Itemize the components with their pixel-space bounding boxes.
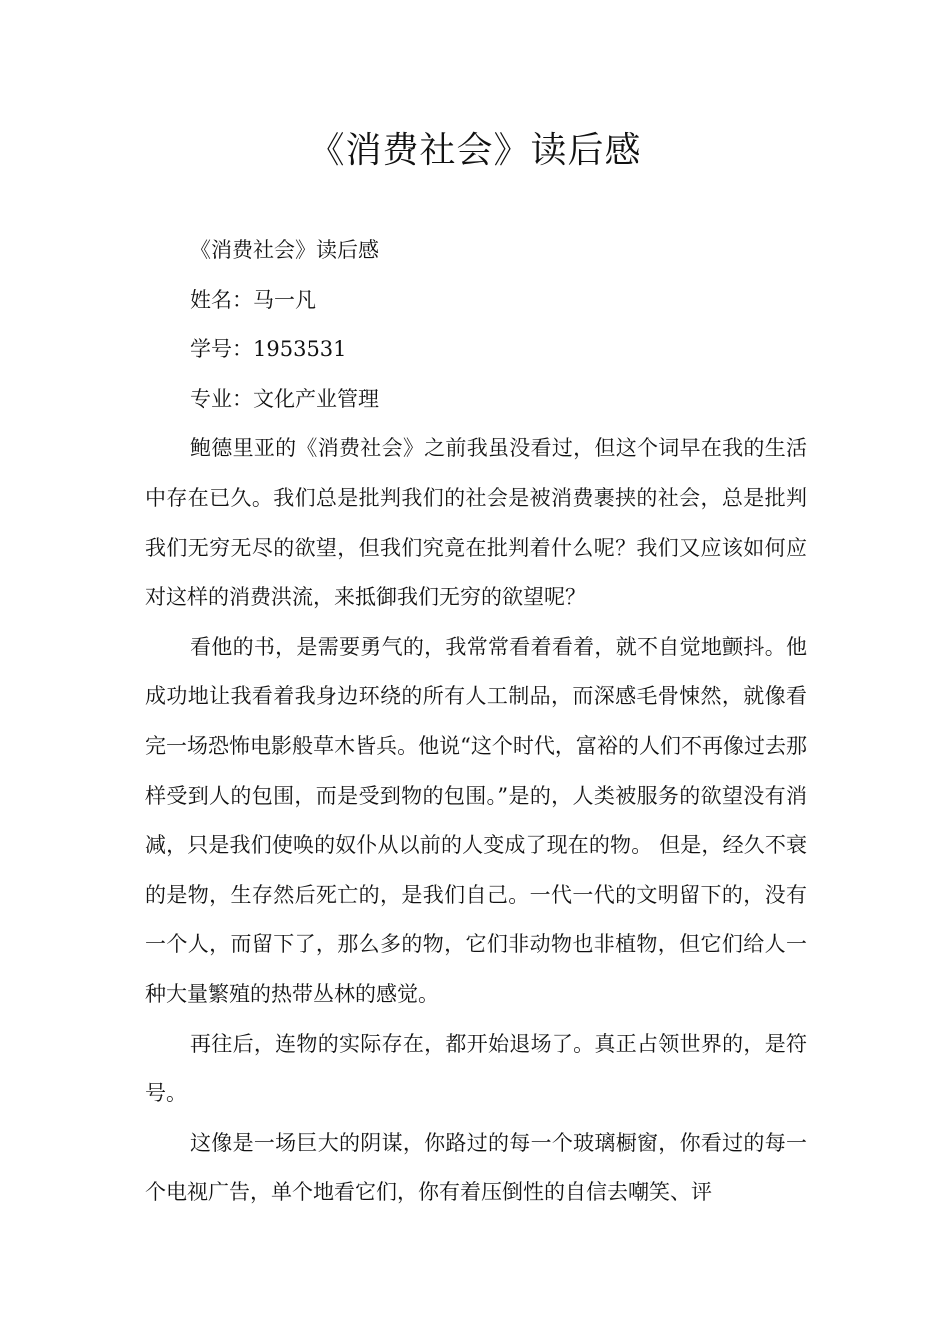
subtitle-line: 《消费社会》读后感 bbox=[190, 238, 379, 262]
body-paragraph: 再往后，连物的实际存在，都开始退场了。真正占领世界的，是符号。 bbox=[145, 1031, 807, 1106]
body-paragraph: 鲍德里亚的《消费社会》之前我虽没看过，但这个词早在我的生活中存在已久。我们总是批判我们的社会是被消费裹挟的社会，总是批判我们无穷无尽的欲望，但我们究竟在批判着什么呢？我们又应该如何应对这样的消费洪流，来抵御我们无穷的欲望呢？ bbox=[145, 436, 807, 610]
major-line: 专业：文化产业管理 bbox=[190, 386, 379, 411]
document-title: 《消费社会》读后感 bbox=[308, 130, 642, 171]
body-paragraph: 看他的书，是需要勇气的，我常常看着看着，就不自觉地颤抖。他成功地让我看着我身边环绕的所有人工制品，而深感毛骨悚然，就像看完一场恐怖电影般草木皆兵。他说“这个时代，富裕的人们不再像过去那样受到人的包围，而是受到物的包围。”是的，人类被服务的欲望没有消减，只是我们使唤的奴仆从以前的人变成了现在的物。 但是，经久不衰的是物，生存然后死亡的，是我们自己。一代一代的文明留下的，没有一个人，而留下了，那么多的物，它们非动物也非植物，但它们给人一种大量繁殖的热带丛林的感觉。 bbox=[145, 634, 807, 1006]
document-body bbox=[145, 226, 807, 1218]
student-id-line: 学号：1953531 bbox=[190, 337, 347, 362]
body-paragraph: 这像是一场巨大的阴谋，你路过的每一个玻璃橱窗，你看过的每一个电视广告，单个地看它们，你有着压倒性的自信去嘲笑、评 bbox=[145, 1130, 807, 1205]
author-name-line: 姓名：马一凡 bbox=[190, 287, 316, 312]
